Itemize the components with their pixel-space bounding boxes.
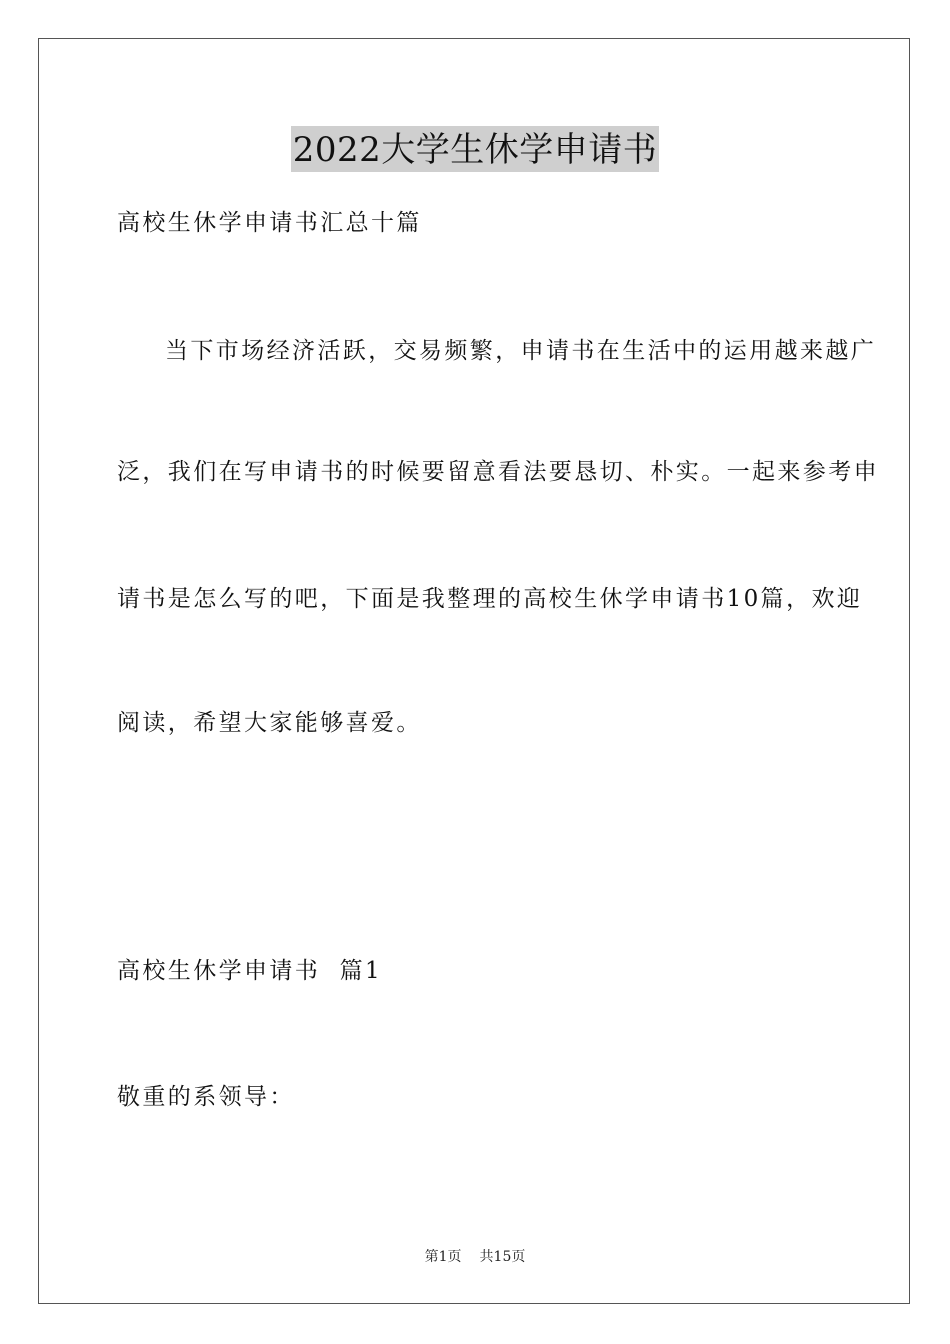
document-title: 2022大学生休学申请书 (291, 126, 660, 172)
paragraph-line-1: 当下市场经济活跃，交易频繁，申请书在生活中的运用越来越广 (165, 338, 877, 364)
paragraph-line-4: 阅读，希望大家能够喜爱。 (117, 710, 422, 736)
page-footer (0, 1248, 950, 1266)
document-subtitle: 高校生休学申请书汇总十篇 (117, 210, 422, 236)
paragraph-line-2: 泛，我们在写申请书的时候要留意看法要恳切、朴实。一起来参考申 (117, 459, 879, 485)
title-container (0, 126, 950, 172)
page-total: 共15页 (479, 1249, 526, 1265)
salutation: 敬重的系领导： (117, 1084, 295, 1110)
page-number: 第1页 (424, 1249, 462, 1265)
section-heading: 高校生休学申请书 篇1 (117, 958, 383, 984)
paragraph-line-3: 请书是怎么写的吧，下面是我整理的高校生休学申请书10篇，欢迎 (117, 586, 863, 612)
